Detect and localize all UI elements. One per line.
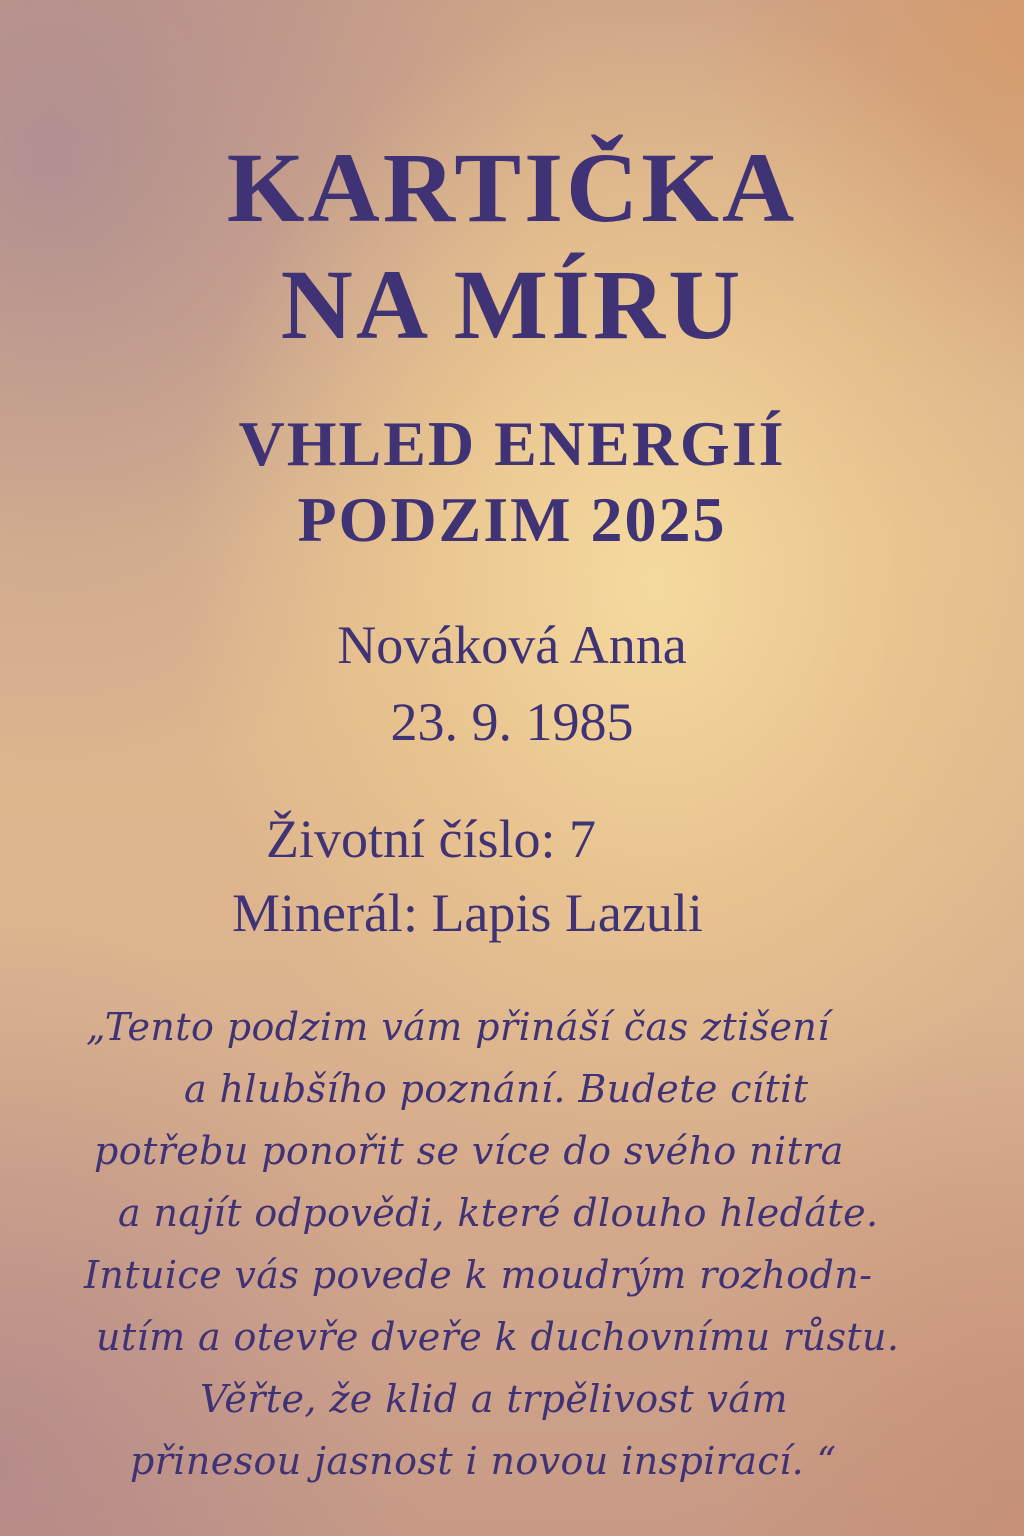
- subtitle-line-1: VHLED ENERGIÍ: [238, 408, 786, 479]
- quote-line: přinesou jasnost i novou inspirací. “: [130, 1439, 837, 1483]
- quote-line: a najít odpovědi, které dlouho hledáte.: [118, 1191, 879, 1235]
- life-number: Životní číslo: 7: [266, 809, 596, 869]
- birth-date: 23. 9. 1985: [390, 692, 634, 752]
- title-line-1: KARTIČKA: [226, 132, 798, 243]
- person-name: Nováková Anna: [337, 615, 687, 675]
- quote-line: Intuice vás povede k moudrým rozhodn-: [84, 1253, 873, 1297]
- quote-line: utím a otevře dveře k duchovnímu růstu.: [96, 1315, 900, 1359]
- mineral: Minerál: Lapis Lazuli: [232, 883, 703, 943]
- quote-line: „Tento podzim vám přináší čas ztišení: [86, 1005, 830, 1049]
- quote-line: a hlubšího poznání. Budete cítit: [184, 1067, 809, 1111]
- subtitle-line-2: PODZIM 2025: [297, 484, 727, 555]
- quote-line: Věřte, že klid a trpělivost vám: [200, 1377, 788, 1421]
- title-line-2: NA MÍRU: [280, 249, 744, 360]
- quote-line: potřebu ponořit se více do svého nitra: [94, 1129, 844, 1173]
